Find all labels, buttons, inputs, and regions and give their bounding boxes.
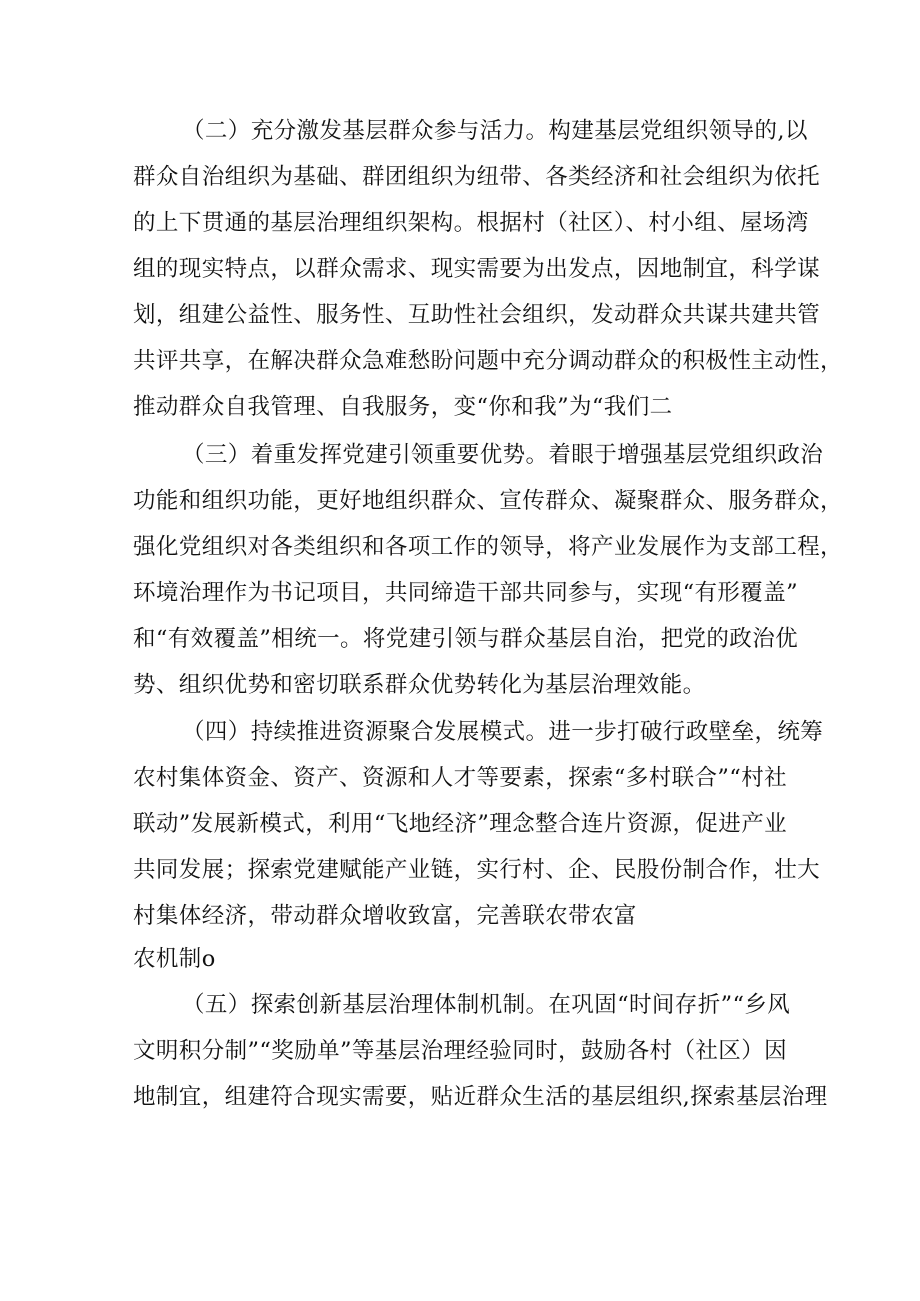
paragraph-2-line-3: 的上下贯通的基层治理组织架构。根据村（社区）、村小组、屋场湾 — [133, 210, 809, 236]
paragraph-2-line-4: 组的现实特点，以群众需求、现实需要为出发点，因地制宜，科学谋 — [133, 256, 821, 282]
paragraph-5-line-1: （五）探索创新基层治理体制机制。在巩固“时间存折”“乡风 — [182, 992, 791, 1018]
paragraph-5-line-2: 文明积分制”“奖励单”等基层治理经验同时，鼓励各村（社区）因 — [133, 1038, 788, 1064]
paragraph-3-line-4: 环境治理作为书记项目，共同缔造干部共同参与，实现“有形覆盖” — [133, 580, 799, 606]
paragraph-2-line-7: 推动群众自我管理、自我服务，变“你和我”为“我们二 — [133, 394, 673, 420]
paragraph-2-line-1: （二）充分激发基层群众参与活力。构建基层党组织领导的,以 — [182, 118, 808, 144]
paragraph-4-line-3: 联动”发展新模式，利用“飞地经济”理念整合连片资源，促进产业 — [133, 811, 788, 837]
paragraph-3-line-1: （三）着重发挥党建引领重要优势。着眼于增强基层党组织政治 — [182, 442, 824, 468]
paragraph-5-line-3: 地制宜，组建符合现实需要，贴近群众生活的基层组织,探索基层治理 — [133, 1084, 828, 1110]
paragraph-4-line-1: （四）持续推进资源聚合发展模式。进一步打破行政壁垒，统筹 — [182, 719, 824, 745]
paragraph-4-line-4: 共同发展；探索党建赋能产业链，实行村、企、民股份制合作，壮大 — [133, 857, 821, 883]
paragraph-2-line-5: 划，组建公益性、服务性、互助性社会组织，发动群众共谋共建共管 — [133, 302, 821, 328]
paragraph-3-line-6: 势、组织优势和密切联系群众优势转化为基层治理效能。 — [133, 672, 706, 698]
paragraph-2-line-6: 共评共享，在解决群众急难愁盼问题中充分调动群众的积极性主动性， — [133, 348, 843, 374]
paragraph-4-line-6: 农机制o — [133, 946, 216, 972]
paragraph-3-line-3: 强化党组织对各类组织和各项工作的领导，将产业发展作为支部工程， — [133, 534, 843, 560]
paragraph-2-line-2: 群众自治组织为基础、群团组织为纽带、各类经济和社会组织为依托 — [133, 164, 821, 190]
paragraph-4-line-2: 农村集体资金、资产、资源和人才等要素，探索“多村联合”“村社 — [133, 765, 788, 791]
paragraph-4-line-5: 村集体经济，带动群众增收致富，完善联农带农富 — [133, 903, 637, 929]
paragraph-3-line-5: 和“有效覆盖”相统一。将党建引领与群众基层自治，把党的政治优 — [133, 626, 799, 652]
paragraph-3-line-2: 功能和组织功能，更好地组织群众、宣传群众、凝聚群众、服务群众， — [133, 488, 843, 514]
